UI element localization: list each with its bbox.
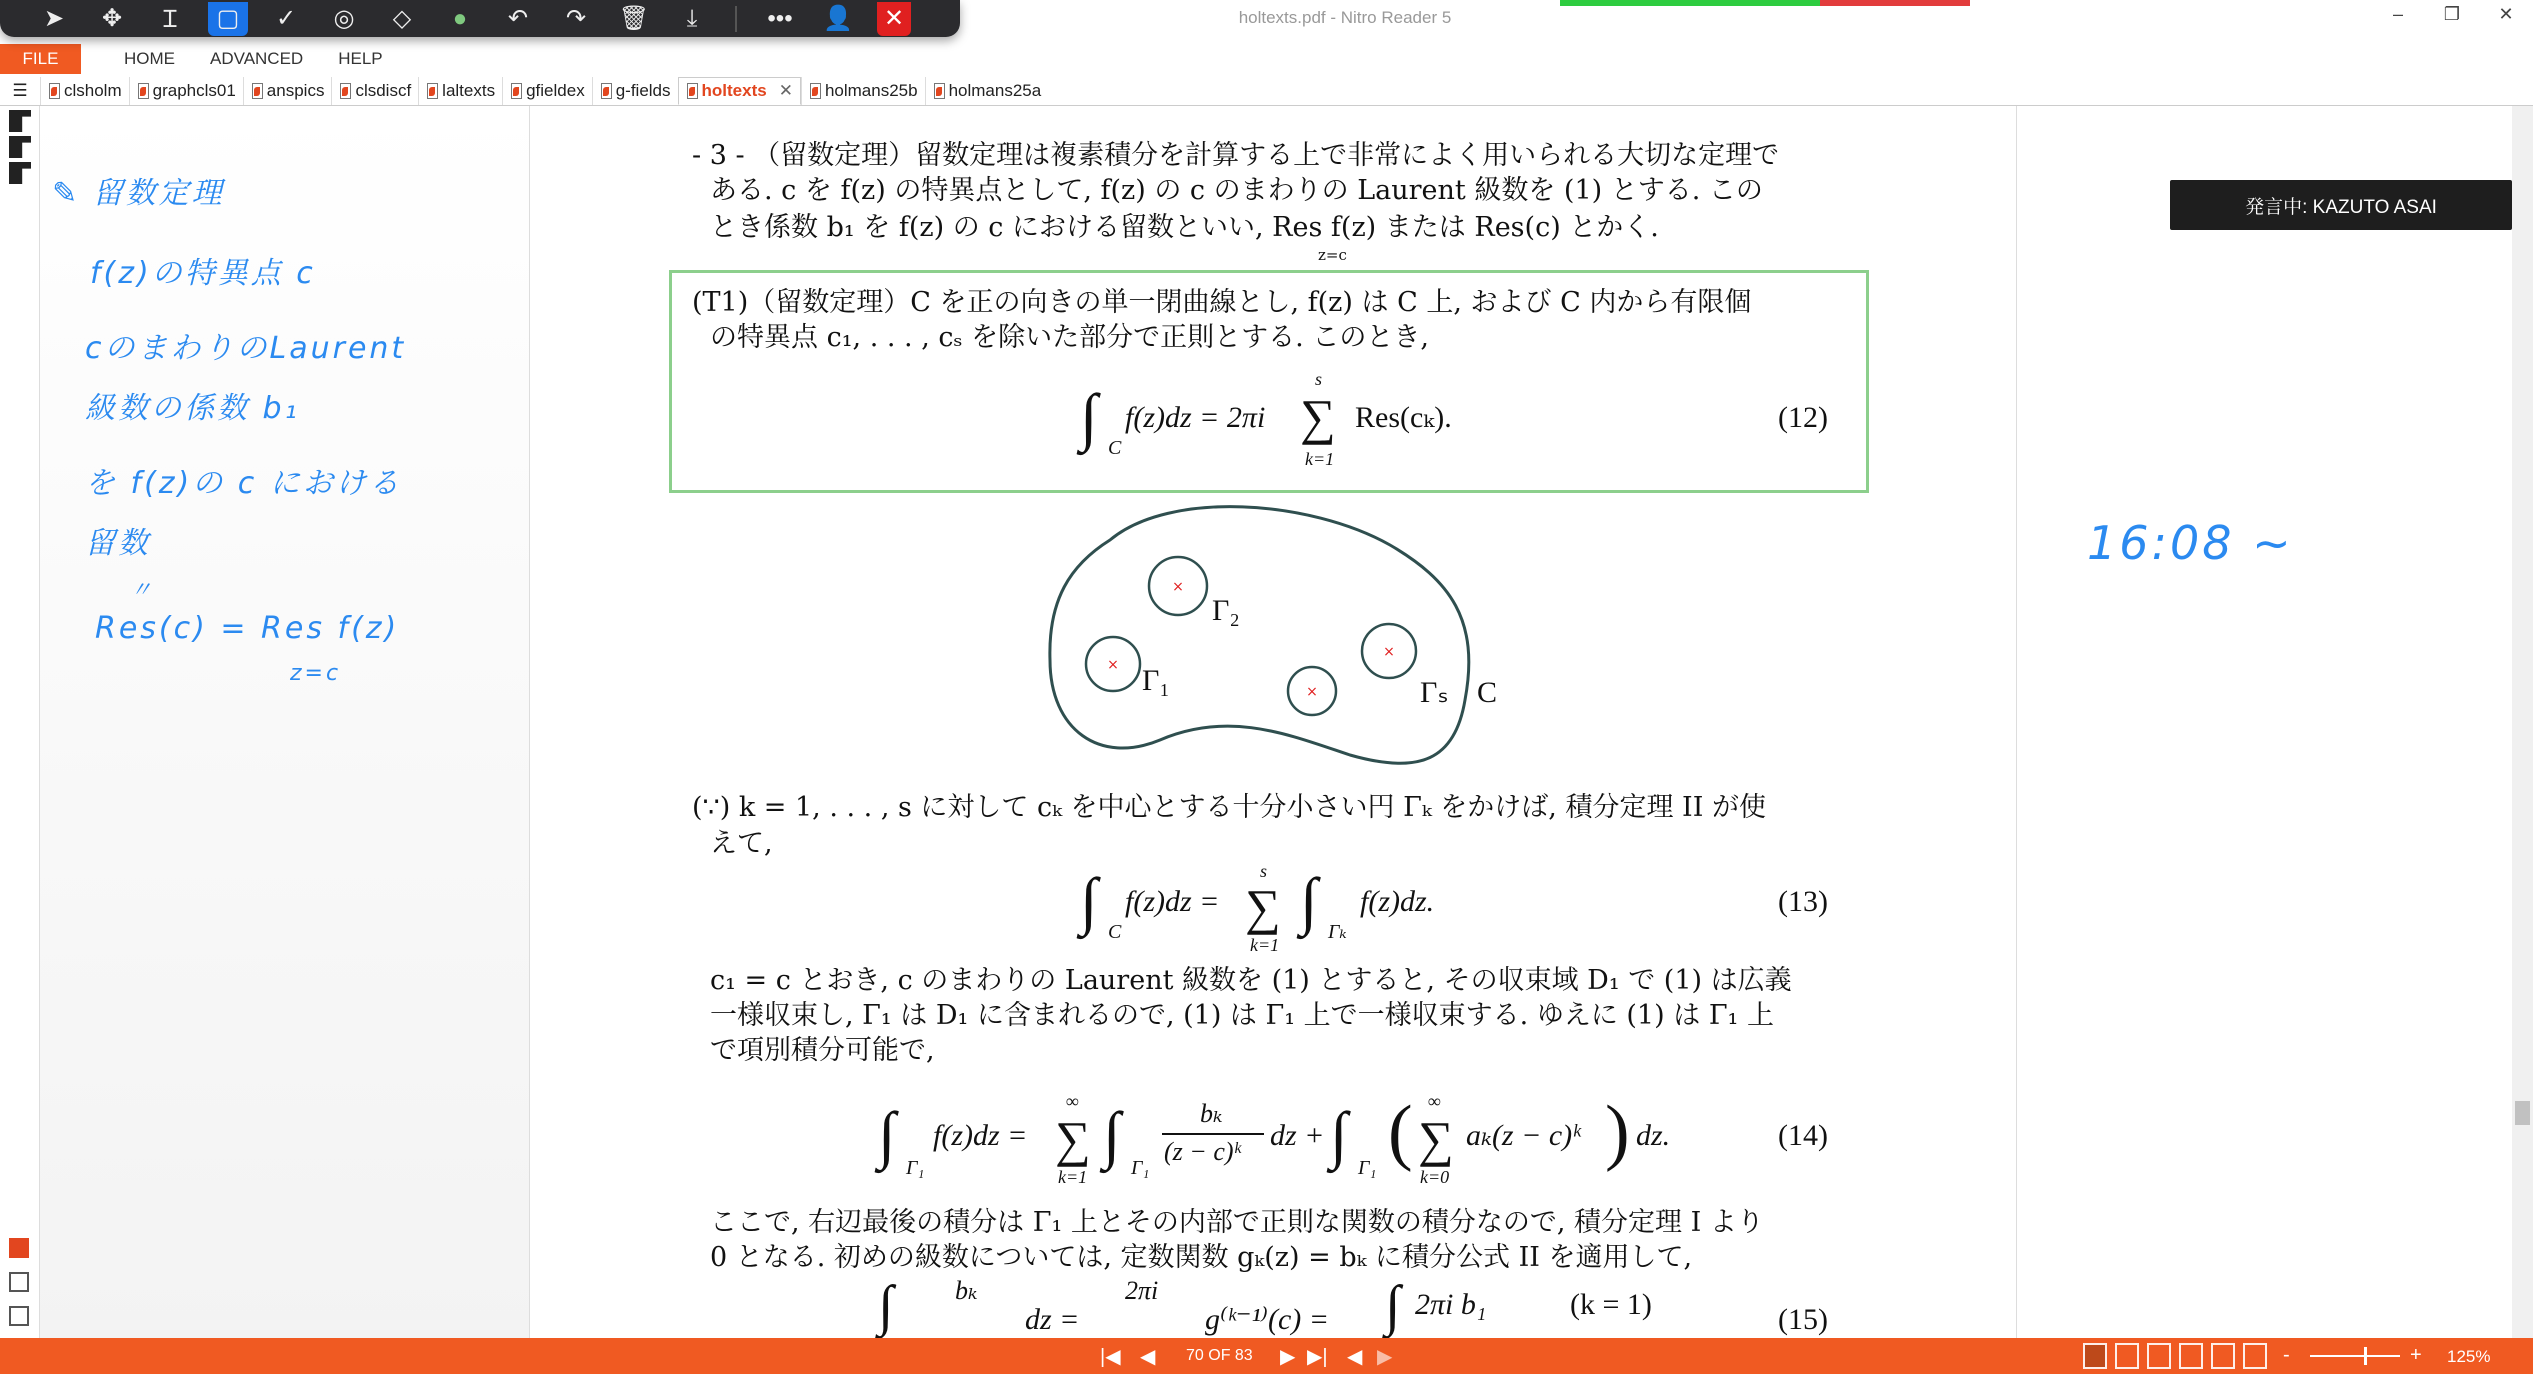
next-page-button[interactable]: ▶ <box>1280 1346 1296 1368</box>
eq-sub: Γₖ <box>1328 921 1347 943</box>
integral-sign: ∫ <box>1330 1099 1348 1170</box>
tab-clsholm[interactable] <box>40 77 129 105</box>
note-formula: Res(c) = Res f(z) <box>95 611 400 646</box>
res-subscript: z=c <box>1318 246 1347 264</box>
pdf-file-icon <box>687 83 698 99</box>
tab-holmans25b[interactable] <box>801 77 925 105</box>
eq-cond: (k = 1) <box>1570 1288 1652 1321</box>
eq-g: g⁽ᵏ⁻¹⁾(c) = <box>1205 1303 1330 1336</box>
bookmark-icon[interactable] <box>9 1238 29 1258</box>
frac-den: (z − c)ᵏ <box>1164 1137 1241 1166</box>
tab-graphcls01[interactable] <box>129 77 243 105</box>
eq-lhs: f(z)dz = <box>1125 885 1220 918</box>
stamp-icon[interactable]: ◎ <box>333 5 355 32</box>
redo-icon[interactable]: ↷ <box>565 5 587 32</box>
tab-label: holtexts <box>701 81 767 100</box>
tab-label: holmans25a <box>948 81 1042 100</box>
eq-number: (14) <box>1778 1119 1828 1152</box>
pdf-file-icon <box>49 83 60 99</box>
paren-right: ) <box>1605 1091 1630 1173</box>
para-line: c₁ = c とおき, c のまわりの Laurent 級数を (1) とすると, その収束域 D₁ で (1) は広義 <box>710 965 1792 996</box>
tab-label: g-fields <box>615 81 671 100</box>
tool-icon[interactable] <box>9 110 31 132</box>
tab-label: graphcls01 <box>152 81 236 100</box>
frac-num: 2πi <box>1125 1276 1159 1305</box>
label-c: C <box>1477 676 1498 709</box>
brace: ∫ <box>1385 1275 1401 1337</box>
note-title: ✎ 留数定理 <box>52 176 225 211</box>
theorem-line: の特異点 c₁, . . . , cₛ を除いた部分で正則とする. このとき, <box>710 322 1429 353</box>
facing-continuous-view-icon[interactable] <box>2179 1343 2203 1369</box>
menu-home[interactable]: HOME <box>124 49 175 68</box>
document-tabs <box>0 76 2533 106</box>
toolbar-separator <box>735 6 737 32</box>
sum-bot: k=1 <box>1250 935 1280 955</box>
menu-help[interactable]: HELP <box>338 49 383 68</box>
pdf-file-icon <box>252 83 263 99</box>
tab-label: laltexts <box>442 81 496 100</box>
forward-view-button[interactable]: ▶ <box>1377 1346 1393 1368</box>
side-tool-strip <box>0 106 40 1338</box>
para-line: で項別積分可能で, <box>710 1035 935 1066</box>
para-line: - 3 - （留数定理）留数定理は複素積分を計算する上で非常によく用いられる大切な定理で <box>692 140 1780 171</box>
text-cursor-icon[interactable]: Ɪ <box>163 6 177 33</box>
tab-label: holmans25b <box>824 81 918 100</box>
meeting-status-bar <box>1560 0 1970 6</box>
note-subscript: z=c <box>290 661 342 686</box>
trash-icon[interactable]: 🗑 <box>618 5 650 32</box>
label-gamma-s: Γₛ <box>1420 676 1449 709</box>
tab-label: gfieldex <box>526 81 585 100</box>
sum-top: ∞ <box>1428 1091 1441 1111</box>
prev-page-button[interactable]: ◀ <box>1140 1346 1156 1368</box>
eq-end: dz. <box>1636 1119 1671 1152</box>
para-line: ここで, 右辺最後の積分は Γ₁ 上とその内部で正則な関数の積分なので, 積分定理 I より <box>710 1207 1764 1238</box>
pdf-file-icon <box>601 83 612 99</box>
move-icon[interactable]: ✥ <box>101 5 123 32</box>
continuous-view-icon[interactable] <box>2115 1343 2139 1369</box>
pdf-file-icon <box>138 83 149 99</box>
sum-sign: ∑ <box>1055 1111 1091 1167</box>
color-dot-icon[interactable]: ● <box>452 4 468 32</box>
more-icon[interactable]: ••• <box>767 4 793 32</box>
sum-bot: k=0 <box>1420 1167 1450 1187</box>
singular-point-icon: × <box>1107 657 1119 673</box>
undo-icon[interactable]: ↶ <box>507 5 529 32</box>
page-indicator[interactable]: 70 OF 83 <box>1186 1347 1253 1364</box>
zoom-out-button[interactable]: - <box>2283 1344 2290 1366</box>
tab-holtexts[interactable] <box>678 77 801 105</box>
select-rect-icon[interactable]: ▢ <box>208 2 248 36</box>
singularity-circles <box>1086 557 1416 715</box>
pdf-file-icon <box>340 83 351 99</box>
presentation-view-icon[interactable] <box>2243 1343 2267 1369</box>
sum-sign: ∑ <box>1300 389 1336 445</box>
eq-sub: C <box>1108 437 1122 459</box>
tool-icon[interactable] <box>9 162 31 184</box>
thumbnail-icon[interactable] <box>9 1306 29 1326</box>
eq-sub: Γ₁ <box>906 1157 925 1179</box>
eq-sub: Γ₁ <box>1358 1157 1377 1179</box>
integral-sign: ∫ <box>1300 865 1318 936</box>
sum-top: s <box>1315 369 1323 389</box>
window-controls <box>2371 4 2533 25</box>
tool-icon[interactable] <box>9 136 31 158</box>
check-icon[interactable]: ✓ <box>275 5 297 32</box>
zoom-slider[interactable] <box>2310 1355 2400 1357</box>
integral-sign: ∫ <box>1103 1099 1121 1170</box>
download-icon[interactable]: ⤓ <box>686 4 698 32</box>
integral-sign: ∫ <box>878 1275 894 1337</box>
integral-sign: ∫ <box>1080 381 1098 452</box>
sum-sign: ∑ <box>1418 1111 1454 1167</box>
single-page-view-icon[interactable] <box>2083 1343 2107 1369</box>
menu-file[interactable]: FILE <box>0 44 81 74</box>
singular-point-icon: × <box>1383 644 1395 660</box>
eq-inner: aₖ(z − c)ᵏ <box>1466 1119 1581 1152</box>
menu-advanced[interactable]: ADVANCED <box>210 49 304 68</box>
eq-lhs: f(z)dz = <box>933 1119 1028 1152</box>
tab-label: clsholm <box>64 81 122 100</box>
panel-toggle-icon[interactable]: ☰ <box>12 81 28 100</box>
singular-point-icon: × <box>1172 579 1184 595</box>
fraction-bar <box>1162 1133 1264 1135</box>
theorem-line: (T1)（留数定理）C を正の向きの単一閉曲線とし, f(z) は C 上, および C 内から有限個 <box>692 287 1752 318</box>
last-page-button[interactable]: ▶| <box>1307 1346 1328 1368</box>
tab-holmans25a[interactable] <box>925 77 1049 105</box>
tab-gfieldex[interactable] <box>502 77 592 105</box>
zoom-in-button[interactable]: + <box>2410 1344 2422 1366</box>
para-line: とき係数 b₁ を f(z) の c における留数といい, Res f(z) または Res(c) とかく. <box>710 212 1659 243</box>
note-line: 留数 <box>85 526 151 561</box>
pdf-file-icon <box>511 83 522 99</box>
note-ditto: 〃 <box>130 578 156 603</box>
back-view-button[interactable]: ◀ <box>1347 1346 1363 1368</box>
eq-rhs: f(z)dz. <box>1360 885 1435 918</box>
tab-laltexts[interactable] <box>418 77 502 105</box>
eq-mid: dz + <box>1270 1119 1325 1152</box>
integral-sign: ∫ <box>878 1099 896 1170</box>
eq-number: (15) <box>1778 1303 1828 1336</box>
tab-label: clsdiscf <box>355 81 412 100</box>
frac-num: bₖ <box>1200 1099 1223 1128</box>
presenter-badge: 発言中: KAZUTO ASAI <box>2170 180 2512 230</box>
list-icon[interactable] <box>9 1272 29 1292</box>
pdf-file-icon <box>427 83 438 99</box>
tab-clsdiscf[interactable] <box>331 77 418 105</box>
sum-top: ∞ <box>1066 1091 1079 1111</box>
close-icon[interactable]: ✕ <box>877 2 911 36</box>
close-tab-icon[interactable]: ✕ <box>778 81 793 100</box>
frac-num: bₖ <box>955 1276 978 1305</box>
para-line: えて, <box>710 828 773 859</box>
eq-mid: dz = <box>1025 1303 1080 1336</box>
menu-bar <box>0 45 383 73</box>
eq-number: (13) <box>1778 885 1828 918</box>
eq-case: 2πi b₁ <box>1415 1288 1487 1321</box>
scrollbar-thumb[interactable] <box>2515 1101 2530 1125</box>
right-pane <box>2016 106 2512 1338</box>
handwritten-notes-pane <box>40 106 530 1338</box>
pdf-file-icon <box>810 83 821 99</box>
first-page-button[interactable]: |◀ <box>1100 1346 1121 1368</box>
eq-lhs: f(z)dz = 2πi <box>1125 401 1266 434</box>
facing-view-icon[interactable] <box>2147 1343 2171 1369</box>
eq-number: (12) <box>1778 401 1828 434</box>
note-time: 16:08 ~ <box>2087 516 2294 570</box>
vertical-scrollbar[interactable] <box>2512 106 2533 1338</box>
note-line: f(z)の特異点 c <box>90 256 316 291</box>
eq-sub: C <box>1108 921 1122 943</box>
sum-top: s <box>1260 861 1268 881</box>
status-red <box>1820 0 1970 6</box>
eraser-icon[interactable]: ◇ <box>392 5 412 32</box>
eq-sub: Γ₁ <box>1131 1157 1150 1179</box>
minimize-button[interactable]: – <box>2392 4 2403 24</box>
tab-anspics[interactable] <box>243 77 332 105</box>
zoom-slider-thumb[interactable] <box>2364 1347 2367 1365</box>
full-screen-view-icon[interactable] <box>2211 1343 2235 1369</box>
para-line: (∵) k = 1, . . . , s に対して cₖ を中心とする十分小さい円 Γₖ をかけば, 積分定理 II が使 <box>692 792 1766 823</box>
eq-rhs: Res(cₖ). <box>1355 401 1452 434</box>
integral-sign: ∫ <box>1080 865 1098 936</box>
bottom-status-bar <box>0 1338 2533 1374</box>
para-line: 一様収束し, Γ₁ は D₁ に含まれるので, (1) は Γ₁ 上で一様収束する. ゆえに (1) は Γ₁ 上 <box>710 1000 1774 1031</box>
note-line: 級数の係数 b₁ <box>85 391 300 426</box>
singular-point-icon: × <box>1306 684 1318 700</box>
pointer-icon[interactable]: ➤ <box>43 5 65 32</box>
close-window-button[interactable]: ✕ <box>2498 4 2514 24</box>
paren-left: ( <box>1388 1091 1413 1173</box>
label-gamma-1: Γ₁ <box>1142 664 1170 697</box>
annotation-toolbar <box>0 0 960 37</box>
zoom-level: 125% <box>2447 1347 2491 1366</box>
para-line: 0 となる. 初めの級数については, 定数関数 gₖ(z) = bₖ に積分公式 II を適用して, <box>710 1242 1693 1273</box>
user-icon[interactable]: 👤 <box>823 5 853 32</box>
window-title: holtexts.pdf - Nitro Reader 5 <box>1238 8 1452 27</box>
note-line: cのまわりのLaurent <box>85 331 407 366</box>
note-line: を f(z)の c における <box>85 466 402 501</box>
tab-g-fields[interactable] <box>592 77 678 105</box>
label-gamma-2: Γ₂ <box>1212 594 1240 627</box>
tab-label: anspics <box>266 81 325 100</box>
sum-sign: ∑ <box>1245 879 1281 935</box>
para-line: ある. c を f(z) の特異点として, f(z) の c のまわりの Laurent 級数を (1) とする. この <box>710 175 1763 206</box>
maximize-button[interactable]: ❐ <box>2443 4 2461 24</box>
contour-diagram <box>1040 495 1510 780</box>
status-green <box>1560 0 1820 6</box>
sum-bot: k=1 <box>1058 1167 1088 1187</box>
closed-curve-c <box>1050 507 1469 764</box>
sum-bot: k=1 <box>1305 449 1335 469</box>
pdf-file-icon <box>934 83 945 99</box>
